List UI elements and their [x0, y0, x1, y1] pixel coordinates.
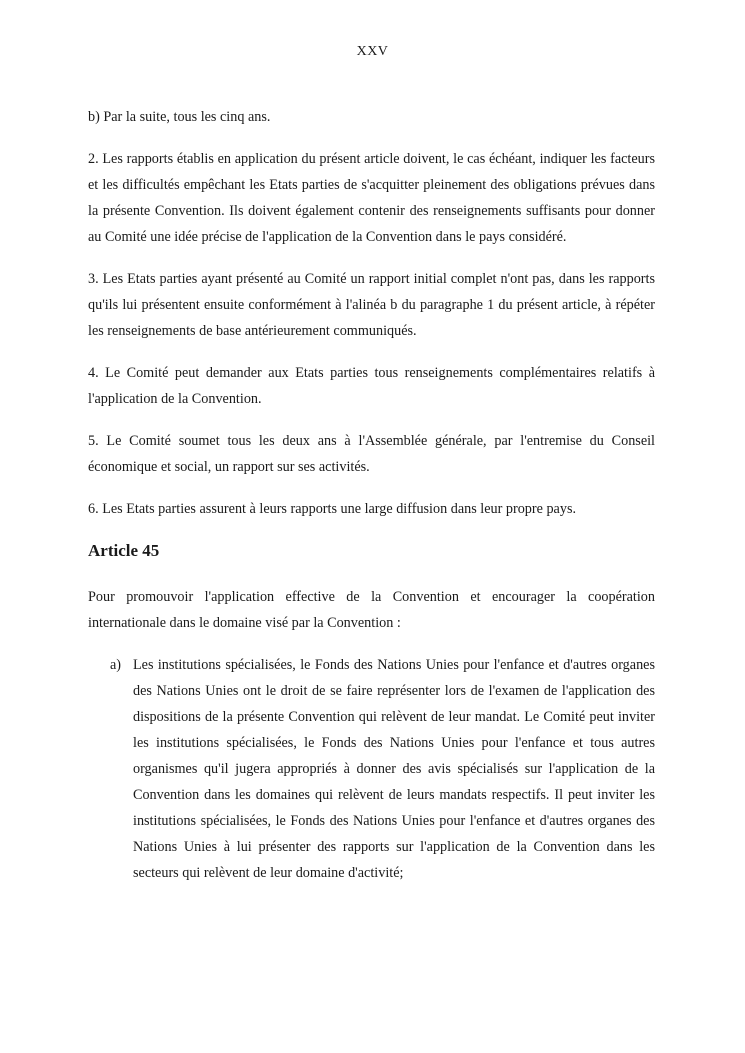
paragraph-6: 6. Les Etats parties assurent à leurs rapports une large diffusion dans leur propre pays. — [88, 501, 577, 517]
paragraph-5: 5. Le Comité soumet tous les deux ans à l'Assemblée générale, par l'entremise du Conseil économique et social, un rapport sur ses activités. — [88, 433, 655, 475]
paragraph-4: 4. Le Comité peut demander aux Etats parties tous renseignements complémentaires relatifs à l'application de la Convention. — [88, 365, 655, 407]
list-item — [88, 652, 655, 886]
paragraph-3: 3. Les Etats parties ayant présenté au Comité un rapport initial complet n'ont pas, dans les rapports qu'ils lui présentent ensuite conformément à l'alinéa b du paragraphe 1 du présent article, à répéter les renseignements de base antérieurement communiqués. — [88, 271, 655, 339]
page-content — [88, 104, 655, 886]
paragraph-2: 2. Les rapports établis en application du présent article doivent, le cas échéant, indiquer les facteurs et les difficultés empêchant les Etats parties de s'acquitter pleinement des obligations prévues dans la présente Convention. Ils doivent également contenir des renseignements suffisants pour donner au Comité une idée précise de l'application de la Convention dans le pays considéré. — [88, 151, 655, 245]
article-list — [88, 652, 655, 886]
article-heading: Article 45 — [88, 541, 160, 560]
article-intro: Pour promouvoir l'application effective de la Convention et encourager la coopération internationale dans le domaine visé par la Convention : — [88, 589, 655, 631]
page-number: XXV — [356, 44, 389, 59]
paragraph-1b: b) Par la suite, tous les cinq ans. — [88, 109, 271, 125]
list-item-marker: a) — [110, 657, 122, 673]
list-item-text: Les institutions spécialisées, le Fonds des Nations Unies pour l'enfance et d'autres organes des Nations Unies ont le droit de se faire représenter lors de l'examen de l'application des dispositions de la présente Convention qui relèvent de leur mandat. Le Comité peut inviter les institutions spécialisées, le Fonds des Nations Unies pour l'enfance et tous autres organismes qu'il jugera appropriés à donner des avis spécialisés sur l'application de la Convention dans les domaines qui relèvent de leurs mandats respectifs. Il peut inviter les institutions spécialisées, le Fonds des Nations Unies pour l'enfance et d'autres organes des Nations Unies à lui présenter des rapports sur l'application de la Convention dans les secteurs qui relèvent de leur domaine d'activité; — [133, 657, 655, 881]
